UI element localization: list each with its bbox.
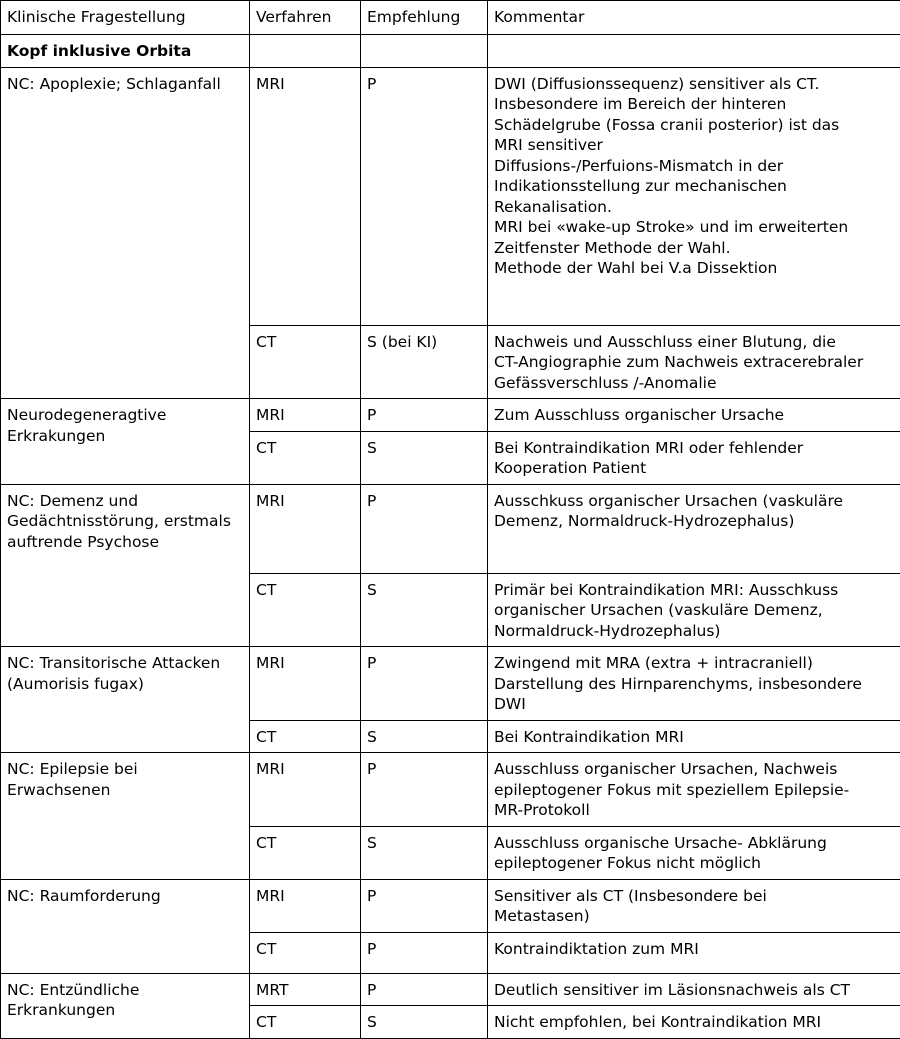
method-cell: CT [250,431,361,484]
comment-line: Zum Ausschluss organischer Ursache [494,405,895,426]
method-cell: MRI [250,879,361,932]
header-question: Klinische Fragestellung [1,1,250,35]
method-cell: CT [250,826,361,879]
comment-line: MRI bei «wake-up Stroke» und im erweiterten [494,217,895,238]
section-empty-cell [250,35,361,68]
method-cell: CT [250,573,361,647]
clinical-question-cell: NC: Demenz und Gedächtnisstörung, erstmals auftrende Psychose [1,484,250,647]
comment-cell [488,973,900,1006]
comment-line: Demenz, Normaldruck-Hydrozephalus) [494,511,895,532]
comment-cell [488,431,900,484]
header-method: Verfahren [250,1,361,35]
clinical-question-cell: NC: Apoplexie; Schlaganfall [1,67,250,399]
comment-line: Bei Kontraindikation MRI [494,727,895,748]
clinical-question-cell: NC: Epilepsie bei Erwachsenen [1,753,250,880]
table-row [1,67,900,325]
comment-cell [488,647,900,721]
method-cell: CT [250,325,361,399]
comment-line: Zeitfenster Methode der Wahl. [494,238,895,259]
comment-line: DWI [494,694,895,715]
recommendation-cell: P [361,932,488,973]
comment-line: Kontraindiktation zum MRI [494,939,895,960]
clinical-question-cell: NC: Transitorische Attacken (Aumorisis fugax) [1,647,250,753]
comment-line: Zwingend mit MRA (extra + intracraniell) [494,653,895,674]
comment-line: organischer Ursachen (vaskuläre Demenz, [494,600,895,621]
method-cell: CT [250,720,361,753]
comment-line: Rekanalisation. [494,197,895,218]
method-cell: CT [250,932,361,973]
recommendation-cell: P [361,647,488,721]
comment-cell [488,720,900,753]
header-comment: Kommentar [488,1,900,35]
comment-line: Nachweis und Ausschluss einer Blutung, die [494,332,895,353]
recommendation-cell: S [361,720,488,753]
table-body [1,35,900,1039]
comment-line: Bei Kontraindikation MRI oder fehlender [494,438,895,459]
comment-line: Metastasen) [494,906,895,927]
comment-line: Deutlich sensitiver im Läsionsnachweis als CT [494,980,895,1001]
comment-line: Indikationsstellung zur mechanischen [494,176,895,197]
comment-line: CT-Angiographie zum Nachweis extracerebraler [494,352,895,373]
comment-line: Ausschkuss organischer Ursachen (vaskuläre [494,491,895,512]
recommendation-cell: S [361,573,488,647]
recommendation-cell: S [361,1006,488,1039]
recommendation-cell: S [361,826,488,879]
section-empty-cell [488,35,900,68]
comment-line: Schädelgrube (Fossa cranii posterior) ist das [494,115,895,136]
recommendation-cell: S (bei KI) [361,325,488,399]
header-recommendation: Empfehlung [361,1,488,35]
method-cell: CT [250,1006,361,1039]
comment-cell [488,325,900,399]
section-title: Kopf inklusive Orbita [1,35,250,68]
recommendation-cell: P [361,484,488,573]
method-cell: MRI [250,67,361,325]
comment-cell [488,753,900,827]
table-row [1,399,900,432]
clinical-question-cell: NC: Entzündliche Erkrankungen [1,973,250,1038]
comment-cell [488,484,900,573]
comment-line: Insbesondere im Bereich der hinteren [494,94,895,115]
comment-line: DWI (Diffusionssequenz) sensitiver als CT. [494,74,895,95]
comment-line: Nicht empfohlen, bei Kontraindikation MRI [494,1012,895,1033]
comment-line: Kooperation Patient [494,458,895,479]
clinical-question-cell: Neurodegeneragtive Erkrakungen [1,399,250,485]
comment-line: Methode der Wahl bei V.a Dissektion [494,258,895,279]
table-row [1,647,900,721]
method-cell: MRI [250,647,361,721]
comment-line: Sensitiver als CT (Insbesondere bei [494,886,895,907]
table-row [1,484,900,573]
comment-line: MR-Protokoll [494,800,895,821]
method-cell: MRI [250,484,361,573]
table-row [1,753,900,827]
comment-line: Gefässverschluss /-Anomalie [494,373,895,394]
comment-line: epileptogener Fokus nicht möglich [494,853,895,874]
comment-cell [488,573,900,647]
recommendation-cell: P [361,67,488,325]
recommendation-cell: P [361,753,488,827]
recommendation-cell: P [361,973,488,1006]
comment-cell [488,399,900,432]
method-cell: MRI [250,399,361,432]
recommendation-cell: P [361,399,488,432]
comment-line: Primär bei Kontraindikation MRI: Ausschkuss [494,580,895,601]
comment-line: Normaldruck-Hydrozephalus) [494,621,895,642]
comment-cell [488,879,900,932]
comment-line: Ausschluss organische Ursache- Abklärung [494,833,895,854]
section-empty-cell [361,35,488,68]
clinical-question-cell: NC: Raumforderung [1,879,250,973]
table-row [1,973,900,1006]
recommendation-cell: S [361,431,488,484]
table-row [1,879,900,932]
section-row [1,35,900,68]
comment-cell [488,67,900,325]
comment-cell [488,826,900,879]
comment-cell [488,932,900,973]
comment-cell [488,1006,900,1039]
recommendation-cell: P [361,879,488,932]
header-row [1,1,900,35]
comment-line: Ausschluss organischer Ursachen, Nachweis [494,759,895,780]
comment-line: Diffusions-/Perfuions-Mismatch in der [494,156,895,177]
comment-line: epileptogener Fokus mit speziellem Epilepsie- [494,780,895,801]
method-cell: MRI [250,753,361,827]
comment-line: MRI sensitiver [494,135,895,156]
comment-line: Darstellung des Hirnparenchyms, insbesondere [494,674,895,695]
method-cell: MRT [250,973,361,1006]
